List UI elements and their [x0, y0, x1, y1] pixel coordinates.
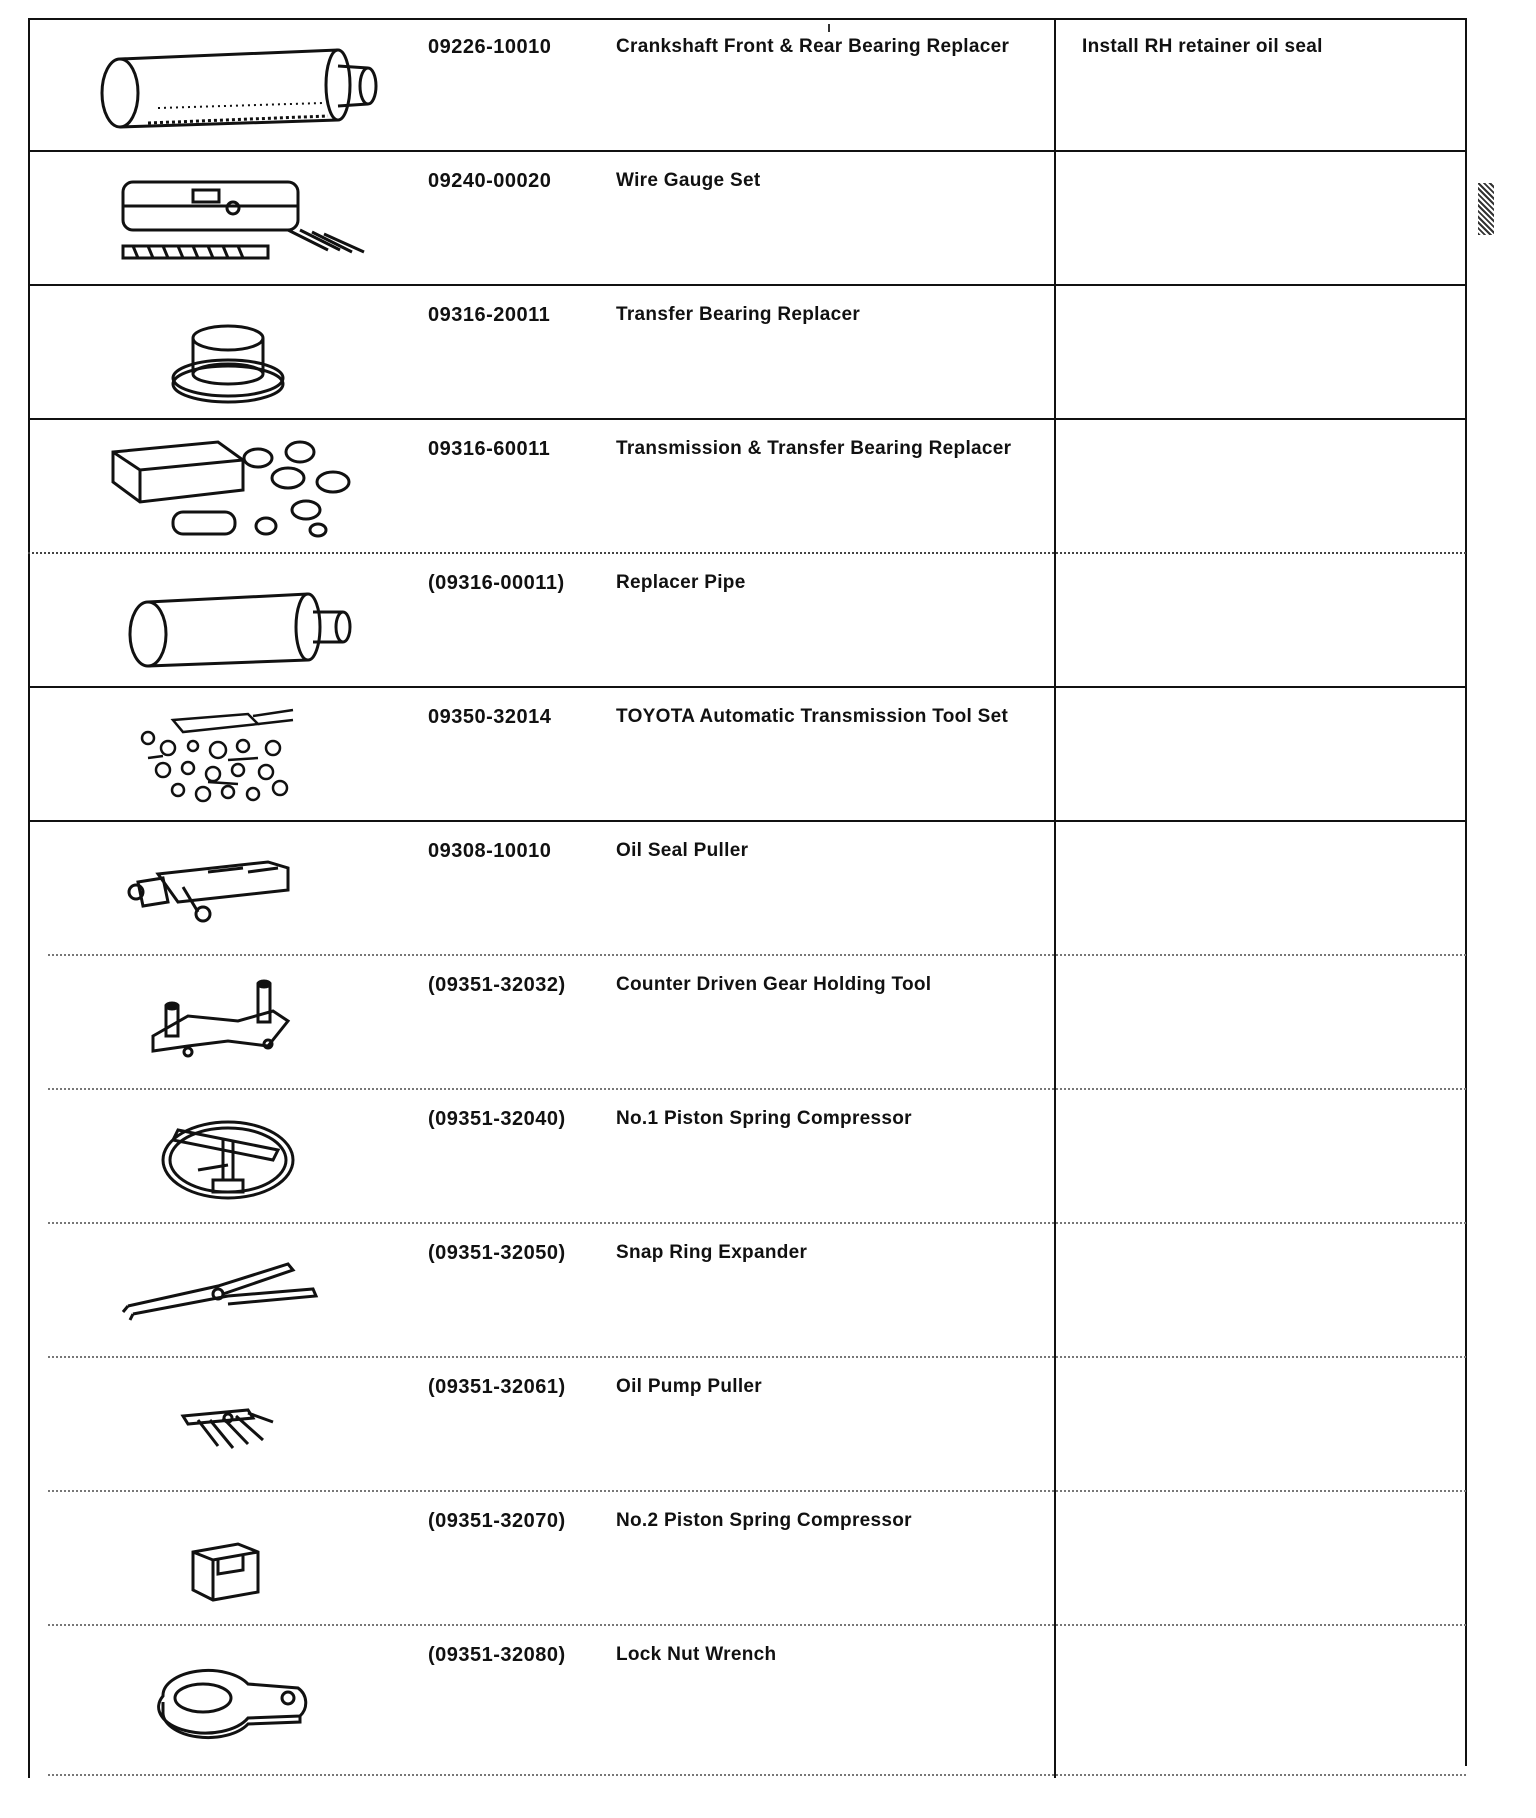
row-separator — [48, 1774, 1466, 1776]
snap-ring-expander-icon — [68, 1234, 398, 1349]
tool-code: 09316-20011 — [428, 304, 551, 326]
tool-name: Crankshaft Front & Rear Bearing Replacer — [616, 36, 1010, 57]
tool-code: 09240-00020 — [428, 170, 552, 192]
spring-compressor-block-icon — [68, 1502, 398, 1617]
tool-code: 09350-32014 — [428, 706, 552, 728]
tool-code: (09351-32070) — [428, 1510, 566, 1532]
tool-name: Lock Nut Wrench — [616, 1644, 777, 1665]
tool-name: No.2 Piston Spring Compressor — [616, 1510, 912, 1531]
table-row — [28, 152, 1466, 286]
tool-code: 09226-10010 — [428, 36, 552, 58]
tool-code: 09308-10010 — [428, 840, 552, 862]
table-row — [28, 554, 1466, 688]
piston-spring-compressor-icon — [68, 1100, 398, 1215]
tool-name: Transfer Bearing Replacer — [616, 304, 861, 325]
tool-name: Counter Driven Gear Holding Tool — [616, 974, 932, 995]
special-service-tools-table — [28, 18, 1466, 1778]
tool-code: 09316-60011 — [428, 438, 551, 460]
tool-code: (09351-32080) — [428, 1644, 566, 1666]
tool-code: (09351-32050) — [428, 1242, 566, 1264]
table-row — [28, 1492, 1466, 1626]
table-row — [28, 822, 1466, 956]
bearing-replacer-cylinder-icon — [68, 28, 398, 143]
replacer-pipe-icon — [68, 564, 398, 679]
oil-seal-puller-icon — [68, 832, 398, 947]
bearing-replacer-set-icon — [68, 430, 398, 545]
table-row — [28, 286, 1466, 420]
tool-name: Snap Ring Expander — [616, 1242, 808, 1263]
table-row — [28, 1224, 1466, 1358]
tool-code: (09351-32061) — [428, 1376, 566, 1398]
page-edge-tab-marker — [1478, 183, 1494, 235]
transmission-tool-set-icon — [68, 698, 398, 813]
tool-name: Wire Gauge Set — [616, 170, 761, 191]
table-row — [28, 1626, 1466, 1776]
table-row — [28, 18, 1466, 152]
tool-name: Oil Pump Puller — [616, 1376, 762, 1397]
tool-note: Install RH retainer oil seal — [1082, 36, 1323, 57]
tool-name: Oil Seal Puller — [616, 840, 749, 861]
table-row — [28, 1090, 1466, 1224]
tool-code: (09351-32040) — [428, 1108, 566, 1130]
tool-code: (09316-00011) — [428, 572, 565, 594]
tool-code: (09351-32032) — [428, 974, 566, 996]
lock-nut-wrench-icon — [68, 1636, 398, 1751]
transfer-bearing-replacer-icon — [68, 296, 398, 411]
wire-gauge-set-icon — [68, 162, 398, 277]
tool-name: No.1 Piston Spring Compressor — [616, 1108, 912, 1129]
table-row — [28, 956, 1466, 1090]
table-row — [28, 688, 1466, 822]
oil-pump-puller-icon — [68, 1368, 398, 1483]
table-row — [28, 1358, 1466, 1492]
gear-holding-tool-icon — [68, 966, 398, 1081]
tool-name: Transmission & Transfer Bearing Replacer — [616, 438, 1012, 459]
tool-name: Replacer Pipe — [616, 572, 746, 593]
tool-name: TOYOTA Automatic Transmission Tool Set — [616, 706, 1009, 727]
table-row — [28, 420, 1466, 554]
